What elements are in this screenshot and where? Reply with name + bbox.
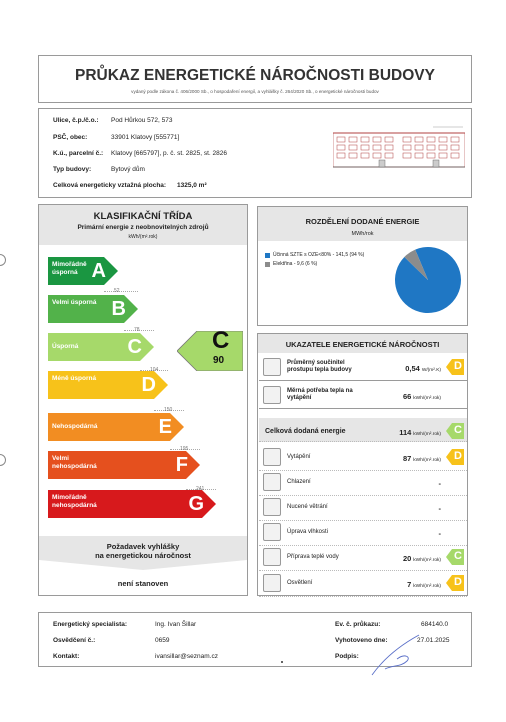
indicator-value bbox=[439, 529, 442, 538]
requirement-title-line2: na energetickou náročnost bbox=[95, 551, 191, 560]
indicator-unit: kWh/(m².rok) bbox=[413, 396, 441, 401]
indicator-class-letter: D bbox=[454, 576, 462, 588]
energy-class-b bbox=[48, 295, 138, 323]
page-subtitle: vydaný podle zákona č. 406/2000 Sb., o hospodaření energií, a vyhlášky č. 264/2020 Sb., o energetické náročnosti budov bbox=[131, 89, 379, 94]
indicator-value bbox=[403, 454, 441, 463]
house-icon bbox=[263, 358, 281, 376]
indicator-label: Příprava teplé vody bbox=[287, 554, 339, 560]
street-label: Ulice, č.p./č.o.: bbox=[53, 117, 99, 124]
classification-subtitle: Primární energie z neobnovitelných zdrojů bbox=[77, 224, 209, 231]
parcel-value: Klatovy [665797], p. č. st. 2825, st. 2826 bbox=[111, 150, 227, 157]
legend-swatch-szte bbox=[265, 253, 270, 258]
indicator-row bbox=[259, 519, 467, 546]
energy-class-e bbox=[48, 413, 184, 441]
indicator-value bbox=[399, 428, 441, 437]
indicator-row bbox=[259, 469, 467, 496]
indicator-row bbox=[259, 382, 467, 409]
requirement-title-line1: Požadavek vyhlášky bbox=[106, 542, 180, 551]
indicator-label: Osvětlení bbox=[287, 580, 313, 586]
indicator-number: 87 bbox=[402, 454, 412, 463]
indicator-value bbox=[405, 364, 441, 373]
indicator-class-badge bbox=[446, 549, 464, 565]
indicator-label: Nucené větrání bbox=[287, 504, 328, 510]
building-info-box bbox=[38, 108, 472, 198]
indicator-label: Průměrný součinitel prostupu tepla budovy bbox=[287, 360, 352, 373]
thermometer-icon bbox=[263, 448, 281, 466]
license-value: 0659 bbox=[155, 637, 170, 644]
indicator-label: Vytápění bbox=[287, 454, 311, 460]
psc-label: PSČ, obec: bbox=[53, 134, 88, 141]
cooling-icon bbox=[263, 473, 281, 491]
indicator-value bbox=[439, 479, 442, 488]
indicator-unit: W/(m².K) bbox=[421, 368, 441, 373]
energy-class-f bbox=[48, 451, 200, 479]
ev-label: Ev. č. průkazu: bbox=[335, 621, 381, 628]
indicators-title: UKAZATELE ENERGETICKÉ NÁROČNOSTI bbox=[285, 340, 440, 349]
indicator-class-badge bbox=[446, 575, 464, 591]
energy-class-c bbox=[48, 333, 154, 361]
result-class-arrow bbox=[177, 331, 243, 371]
result-class-letter: C bbox=[212, 327, 230, 354]
date-label: Vyhotoveno dne: bbox=[335, 637, 388, 644]
bulb-icon bbox=[263, 574, 281, 592]
date-value: 27.01.2025 bbox=[417, 637, 450, 644]
building-facade-image bbox=[333, 123, 465, 171]
energy-class-label: Mimořádně úsporná bbox=[52, 261, 87, 276]
scale-boundary-value: 104 bbox=[150, 367, 159, 373]
scale-boundary-value: 78 bbox=[134, 327, 140, 333]
indicator-label: Měrná potřeba tepla na vytápění bbox=[287, 388, 353, 401]
indicator-class-letter: C bbox=[454, 424, 462, 436]
area-label: Celková energeticky vztažná plocha: bbox=[53, 182, 167, 189]
type-label: Typ budovy: bbox=[53, 166, 92, 173]
scale-line bbox=[104, 291, 138, 292]
parcel-label: K.ú., parcelní č.: bbox=[53, 150, 104, 157]
energy-class-letter: E bbox=[158, 416, 172, 438]
area-value: 1325,0 m² bbox=[177, 182, 207, 189]
indicator-number: 0,54 bbox=[405, 364, 420, 373]
indicator-class-letter: D bbox=[454, 450, 462, 462]
energy-class-letter: A bbox=[91, 260, 106, 282]
energy-class-label: Velmi úsporná bbox=[52, 299, 97, 306]
energy-class-label: Nehospodárná bbox=[52, 423, 98, 430]
energy-class-letter: F bbox=[175, 454, 188, 476]
indicator-class-letter: C bbox=[454, 550, 462, 562]
footer-box bbox=[38, 612, 472, 667]
energy-class-d bbox=[48, 371, 168, 399]
header-box bbox=[38, 55, 472, 103]
energy-class-label: Méně úsporná bbox=[52, 375, 97, 382]
energy-class-letter: D bbox=[141, 374, 156, 396]
energy-class-g bbox=[48, 490, 216, 518]
indicator-number: - bbox=[438, 479, 441, 488]
indicator-row bbox=[259, 418, 467, 442]
legend-swatch-electricity bbox=[265, 262, 270, 267]
energy-class-letter: C bbox=[127, 336, 142, 358]
indicator-class-badge bbox=[446, 423, 464, 439]
scale-boundary-value: 195 bbox=[180, 446, 189, 452]
license-label: Osvědčení č.: bbox=[53, 637, 96, 644]
classification-title: KLASIFIKAČNÍ TŘÍDA bbox=[93, 211, 193, 222]
punch-hole-top bbox=[0, 254, 6, 266]
indicator-unit: kWh/(m².rok) bbox=[413, 558, 441, 563]
distribution-unit: MWh/rok bbox=[351, 231, 374, 237]
fan-icon bbox=[263, 498, 281, 516]
indicator-number: - bbox=[438, 529, 441, 538]
indicator-class-badge bbox=[446, 449, 464, 465]
contact-value: ivansillar@seznam.cz bbox=[155, 653, 218, 660]
requirement-value: není stanoven bbox=[117, 579, 169, 588]
indicator-row bbox=[259, 544, 467, 571]
classification-unit: kWh/(m².rok) bbox=[128, 234, 158, 240]
contact-label: Kontakt: bbox=[53, 653, 80, 660]
indicator-number: 114 bbox=[399, 428, 412, 437]
specialist-label: Energetický specialista: bbox=[53, 621, 128, 628]
energy-class-label: Mimořádně nehospodárná bbox=[52, 494, 97, 509]
energy-class-a bbox=[48, 257, 118, 285]
indicator-row bbox=[259, 494, 467, 521]
scale-boundary-value: 241 bbox=[196, 486, 205, 492]
distribution-title: ROZDĚLENÍ DODANÉ ENERGIE bbox=[305, 217, 420, 226]
indicator-number: - bbox=[438, 504, 441, 513]
indicator-row bbox=[259, 354, 467, 381]
faucet-icon bbox=[263, 548, 281, 566]
indicator-unit: kWh/(m².rok) bbox=[413, 458, 441, 463]
result-arrow-shape bbox=[177, 331, 243, 371]
heat-demand-icon bbox=[263, 386, 281, 404]
indicator-number: 66 bbox=[402, 392, 412, 401]
indicator-label: Celková dodaná energie bbox=[265, 428, 346, 435]
legend-label-electricity: Elektřina - 9,6 (6 %) bbox=[273, 261, 318, 267]
specialist-value: Ing. Ivan Šillar bbox=[155, 621, 197, 628]
indicator-value bbox=[403, 392, 441, 401]
indicator-unit: kWh/(m².rok) bbox=[413, 584, 441, 589]
indicator-row bbox=[259, 570, 467, 597]
indicator-label: Chlazení bbox=[287, 479, 311, 485]
energy-class-letter: B bbox=[111, 298, 126, 320]
legend-label-szte: Účinná SZTE s OZE<80% - 141,5 (94 %) bbox=[273, 252, 365, 258]
humidity-icon bbox=[263, 523, 281, 541]
distribution-pie-chart bbox=[393, 245, 463, 315]
indicator-class-badge bbox=[446, 359, 464, 375]
type-value: Bytový dům bbox=[111, 166, 145, 173]
indicator-value bbox=[403, 554, 441, 563]
sign-label: Podpis: bbox=[335, 653, 359, 660]
psc-value: 33901 Klatovy [555771] bbox=[111, 134, 180, 141]
indicator-value bbox=[407, 580, 441, 589]
energy-class-label: Úsporná bbox=[52, 343, 79, 350]
street-value: Pod Hůrkou 572, 573 bbox=[111, 117, 173, 124]
signature-image bbox=[367, 631, 427, 681]
punch-hole-bottom bbox=[0, 454, 6, 466]
page-title: PRŮKAZ ENERGETICKÉ NÁROČNOSTI BUDOVY bbox=[75, 67, 435, 84]
scale-boundary-value: 150 bbox=[164, 407, 173, 413]
result-class-value: 90 bbox=[213, 355, 225, 366]
indicator-row bbox=[259, 444, 467, 471]
energy-class-letter: G bbox=[188, 493, 204, 515]
indicator-number: 7 bbox=[407, 580, 412, 589]
ev-value: 684140.0 bbox=[421, 621, 449, 628]
indicator-class-letter: D bbox=[454, 360, 462, 372]
indicator-label: Úprava vlhkosti bbox=[287, 529, 329, 535]
footer-dot bbox=[281, 661, 283, 663]
indicator-value bbox=[439, 504, 442, 513]
energy-class-label: Velmi nehospodárná bbox=[52, 455, 97, 470]
scale-boundary-value: 52 bbox=[114, 288, 120, 294]
indicator-number: 20 bbox=[402, 554, 412, 563]
indicator-unit: kWh/(m².rok) bbox=[413, 432, 441, 437]
